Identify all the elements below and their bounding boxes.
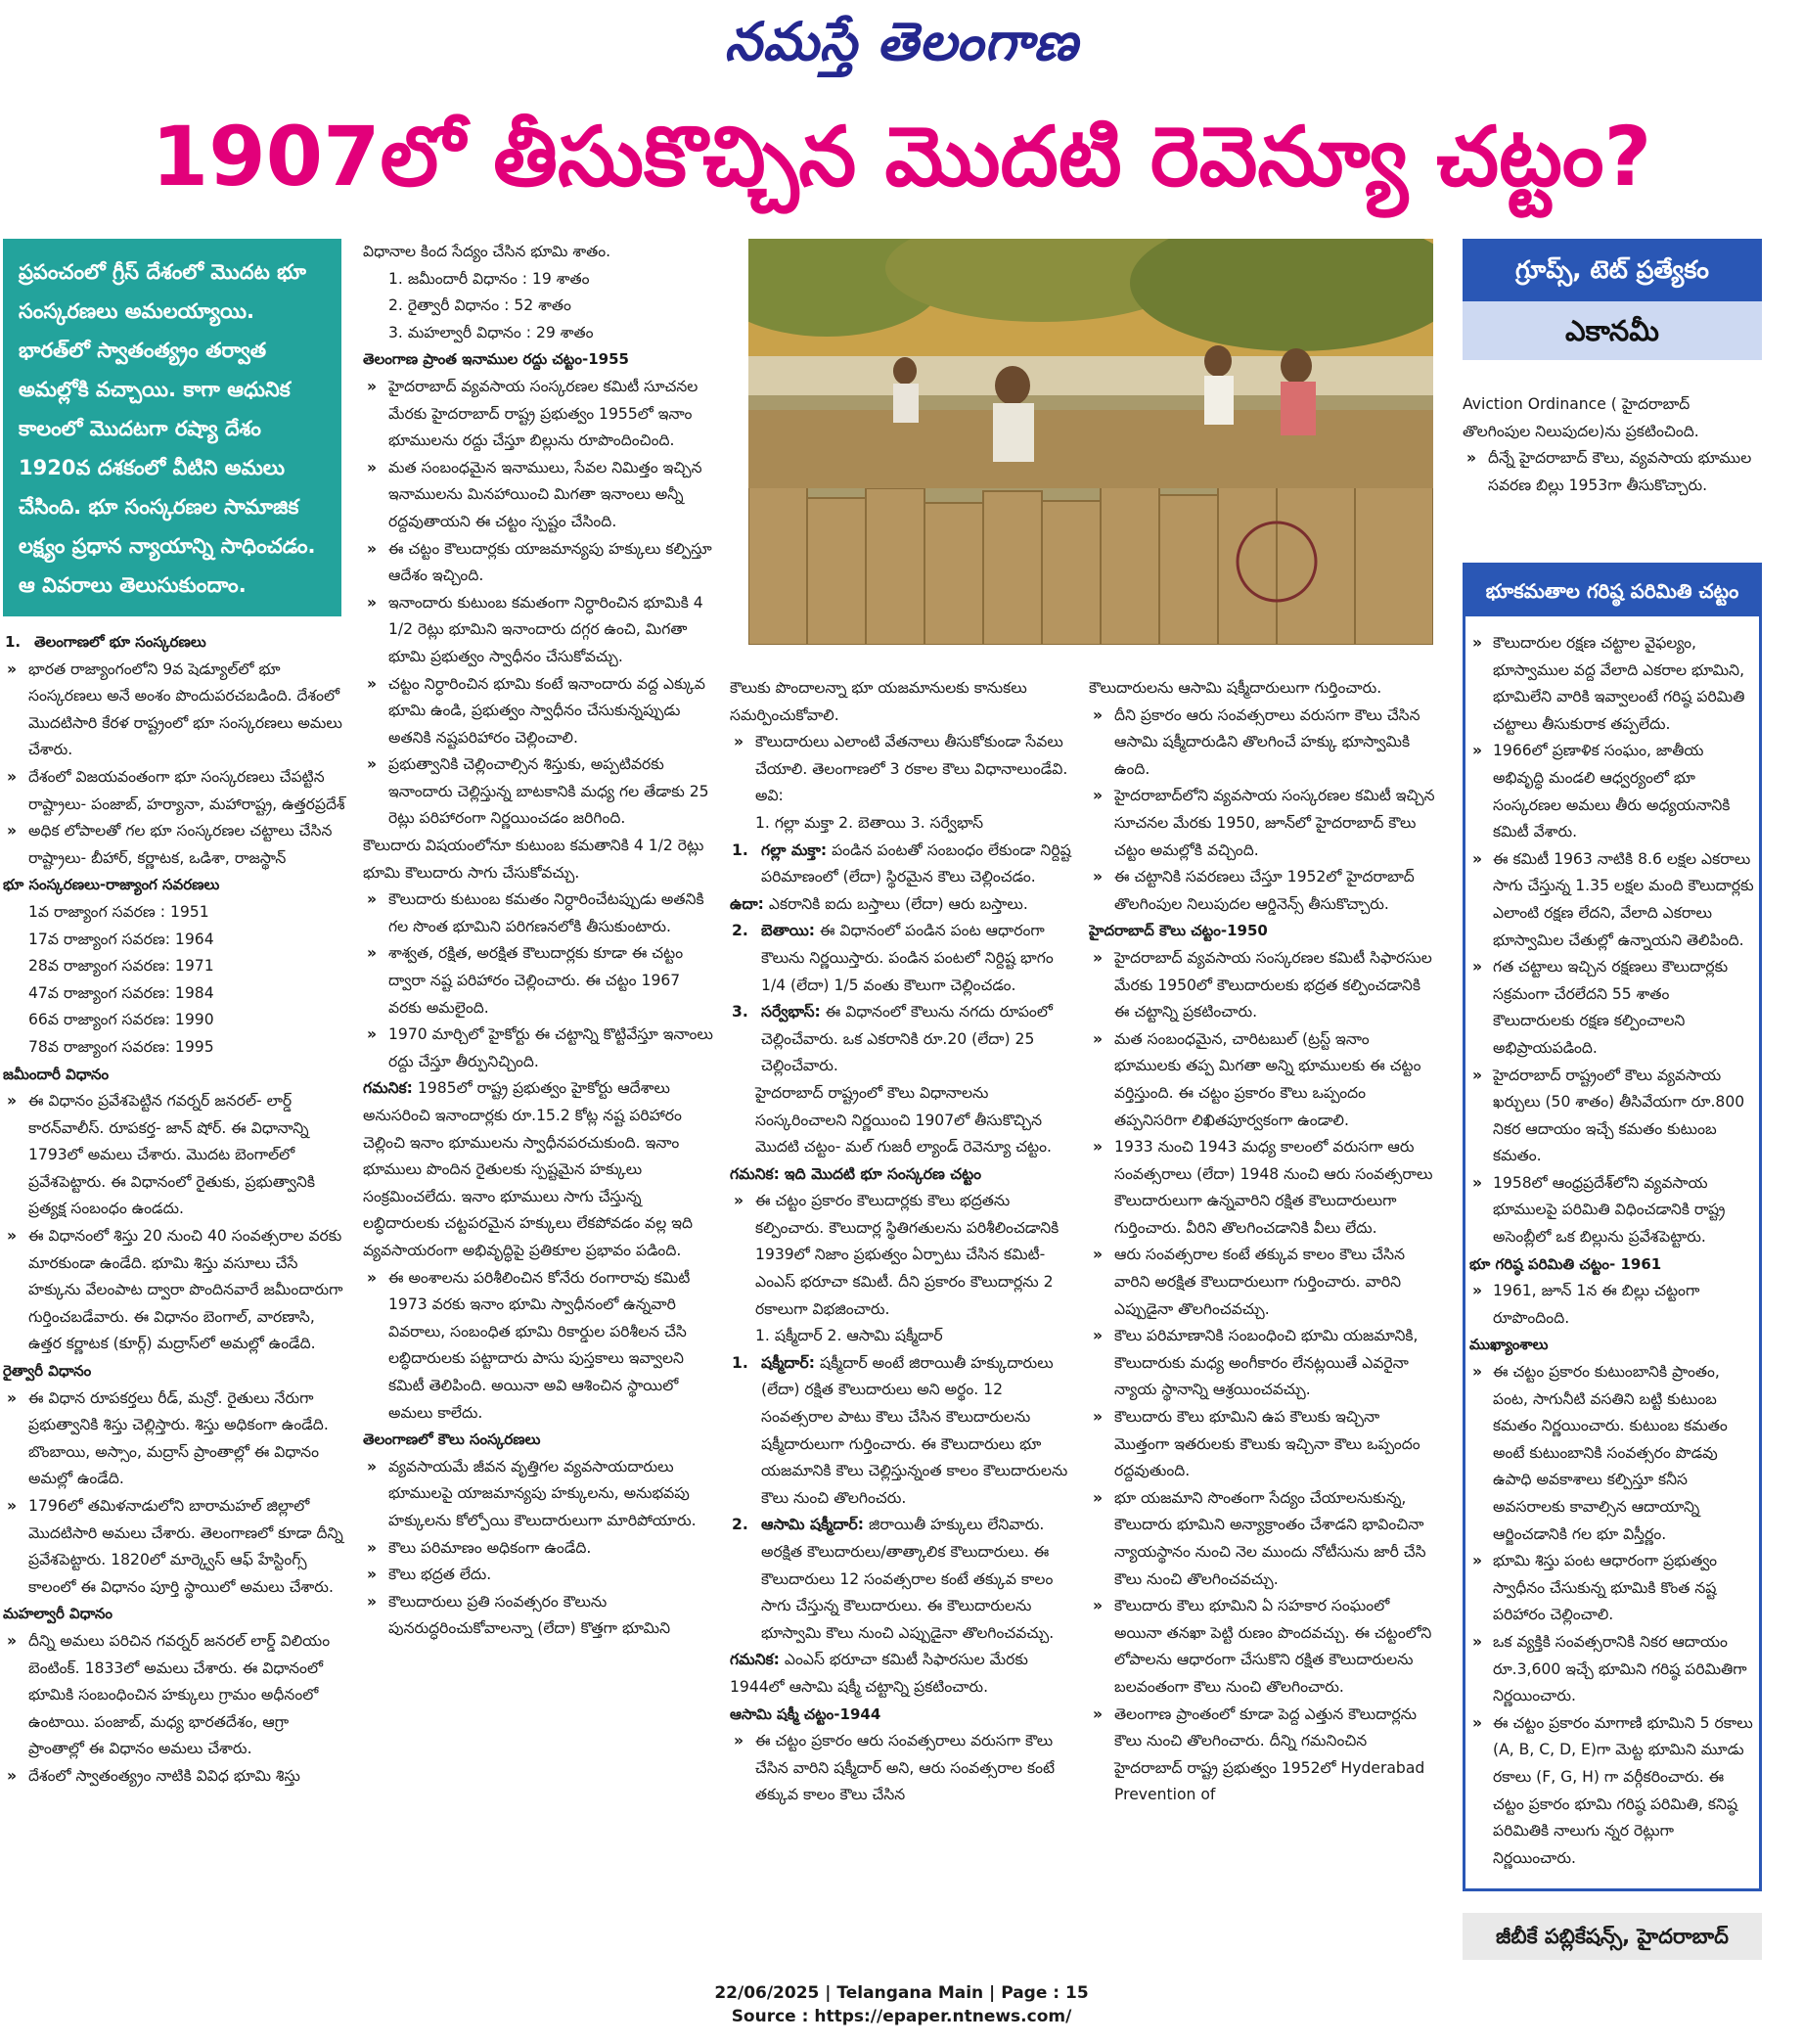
footer-date-page: 22/06/2025 | Telangana Main | Page : 15 <box>714 1983 1089 2003</box>
note: గమనిక: 1985లో రాష్ట్ర ప్రభుత్వం హైకోర్టు ఆదేశాలు అనుసరించి ఇనాందార్లకు రూ.15.2 కోట్ల నష్ట పరిహారం చెల్లించి ఇనాం భూములను స్వాధీనపరచుకుంది. ఇనాం భూములు పొందిన రైతులకు స్పష్టమైన హక్కులు సంక్రమించలేదు. ఇనాం భూములు సాగు చేస్తున్న లబ్ధిదారులకు చట్టపరమైన హక్కులు లేకపోవడం వల్ల ఇది వ్యవసాయరంగా అభివృద్ధిపై ప్రతికూల ప్రభావం పడింది. <box>363 1079 694 1259</box>
section-heading: తెలంగాణ ప్రాంత ఇనాముల రద్దు చట్టం-1955 <box>363 350 629 369</box>
list-item: 2. రైత్వారీ విధానం : 52 శాతం <box>388 296 571 315</box>
bullet: » దేశంలో విజయవంతంగా భూ సంస్కరణలు చేపట్టిన రాష్ట్రాలు- పంజాబ్, హర్యానా, మహారాష్ట్ర, ఉత్తరప్రదేశ్ <box>3 764 348 818</box>
bullet: » ఈ చట్టం కౌలుదార్లకు యాజమాన్యపు హక్కులు కల్పిస్తూ ఆదేశం ఇచ్చింది. <box>363 536 715 590</box>
amendment-item: 66వ రాజ్యాంగ సవరణ: 1990 <box>28 1011 214 1029</box>
subject-label: ఎకానమీ <box>1463 301 1762 360</box>
box-title: భూకమతాల గరిష్ఠ పరిమితి చట్టం <box>1465 566 1759 616</box>
ceiling-act-box <box>1463 563 1762 1891</box>
numbered-item: 1. షక్మీదార్: షక్మీదార్ అంటే జిరాయితీ హక్కుదారులు (లేదా) రక్షిత కౌలుదారులు అని అర్థం. 12 సంవత్సరాల పాటు కౌలు చేసిన కౌలుదారులను షక్మీదారులుగా గుర్తించారు. ఈ కౌలుదారులు భూ యజమానికి కౌలు చెల్లిస్తున్నంత కాలం కౌలుదారులను కౌలు నుంచి తొలగించరు. <box>732 1353 1068 1507</box>
numbered-item: 3. సర్వేభాస్: ఈ విధానంలో కౌలును నగదు రూపంలో చెల్లించేవారు. ఒక ఎకరానికి రూ.20 (లేదా) 25 చెల్లించేవారు. <box>732 1003 1053 1075</box>
amendment-item: 47వ రాజ్యాంగ సవరణ: 1984 <box>28 983 214 1002</box>
bullet: » 1966లో ప్రణాళిక సంఘం, జాతీయ అభివృద్ధి మండలి ఆధ్వర్యంలో భూ సంస్కరణల అమలు తీరు అధ్యయనానికి కమిటీ వేశారు. <box>1469 738 1755 845</box>
numbered-item: 1. గల్లా మక్తా: పండిన పంటతో సంబంధం లేకుండా నిర్దిష్ట పరిమాణంలో (లేదా) స్థిరమైన కౌలు చెల్లించడం. <box>732 840 1071 886</box>
footer-source-link[interactable]: Source : https://epaper.ntnews.com/ <box>731 2007 1072 2026</box>
sidebar-continuation <box>1463 391 1762 499</box>
bullet: » భూమి శిస్తు పంట ఆధారంగా ప్రభుత్వం స్వాధీనం చేసుకున్న భూమికి కొంత నష్ట పరిహారం చెల్లించాలి. <box>1469 1548 1755 1629</box>
bullet: » ఈ చట్టం ప్రకారం మాగాణి భూమిని 5 రకాలు (A, B, C, D, E)గా మెట్ట భూమిని మూడు రకాలు (F, G, H) గా వర్గీకరించారు. ఈ చట్టం ప్రకారం భూమి గరిష్ఠ పరిమితి, కనిష్ఠ పరిమితికి నాలుగు న్నర రెట్లుగా నిర్ణయించారు. <box>1469 1710 1755 1873</box>
box-body <box>1465 616 1759 1888</box>
bullet: » ఈ చట్టం ప్రకారం ఆరు సంవత్సరాలు వరుసగా కౌలు చేసిన వారిని షక్మీదార్ అని, ఆరు సంవత్సరాల కంటే తక్కువ కాలం కౌలు చేసిన <box>730 1728 1074 1809</box>
bullet: » ఈ విధానంలో శిస్తు 20 నుంచి 40 సంవత్సరాల వరకు మారకుండా ఉండేది. భూమి శిస్తు వసూలు చేసే హక్కును వేలంపాట ద్వారా పొందినవారే జమీందారుగా గుర్తించబడేవారు. ఈ విధానం బెంగాల్, వారణాసి, ఉత్తర కర్ణాటక (కూర్గ్) మద్రాస్‌లో అమల్లో ఉండేది. <box>3 1223 348 1358</box>
paragraph: హైదరాబాద్ రాష్ట్రంలో కౌలు విధానాలను సంస్కరించాలని నిర్ణయించి 1907లో తీసుకొచ్చిన మొదటి చట్టం- మల్ గుజరీ ల్యాండ్ రెవెన్యూ చట్టం. <box>755 1083 1052 1157</box>
paragraph: కౌలుదారు విషయంలోనూ కుటుంబ కమతానికి 4 1/2 రెట్లు భూమి కౌలుదారు సాగు చేసుకోవచ్చు. <box>363 837 704 882</box>
bullet: » ఈ విధాన రూపకర్తలు రీడ్, మన్రో. రైతులు నేరుగా ప్రభుత్వానికి శిస్తు చెల్లిస్తారు. శిస్తు అధికంగా ఉండేది. బొంబాయి, అస్సాం, మద్రాస్ ప్రాంతాల్లో ఈ విధానం అమల్లో ఉండేది. <box>3 1385 348 1493</box>
article-photo <box>748 239 1433 645</box>
bullet: » శాశ్వత, రక్షిత, అరక్షిత కౌలుదార్లకు కూడా ఈ చట్టం ద్వారా నష్ట పరిహారం చెల్లించారు. ఈ చట్టం 1967 వరకు అమలైంది. <box>363 940 715 1022</box>
bullet: » ఈ విధానం ప్రవేశపెట్టిన గవర్నర్ జనరల్- లార్డ్ కారన్‌వాలీస్. రూపకర్త- జాన్ షోర్. ఈ విధానాన్ని 1793లో అమలు చేశారు. మొదట బెంగాల్‌లో ప్రవేశపెట్టారు. ఈ విధానంలో రైతుకు, ప్రభుత్వానికి ప్రత్యక్ష సంబంధం ఉండదు. <box>3 1088 348 1223</box>
bullet: » కౌలు పరిమాణానికి సంబంధించి భూమి యజమానికి, కౌలుదారుకు మధ్య అంగీకారం లేనట్లయితే ఎవరైనా న్యాయ స్థానాన్ని ఆశ్రయించవచ్చు. <box>1089 1323 1437 1404</box>
bullet: » దీన్నే హైదరాబాద్ కౌలు, వ్యవసాయ భూముల సవరణ బిల్లు 1953గా తీసుకొచ్చారు. <box>1463 445 1762 499</box>
numbered-item: 2. బెతాయి: ఈ విధానంలో పండిన పంట ఆధారంగా కౌలును నిర్ణయిస్తారు. పండిన పంటలో నిర్దిష్ట భాగం 1/4 (లేదా) 1/5 వంతు కౌలుగా చెల్లించడం. <box>732 922 1054 994</box>
section-heading: ఆసామి షక్మీ చట్టం-1944 <box>730 1704 881 1723</box>
bullet: » దేశంలో స్వాతంత్య్రం నాటికి వివిధ భూమి శిస్తు <box>3 1763 348 1791</box>
bullet: » కౌలుదారు కౌలు భూమిని ఉప కౌలుకు ఇచ్చినా మొత్తంగా ఇతరులకు కౌలుకు ఇచ్చినా కౌలు ఒప్పందం రద్దవుతుంది. <box>1089 1404 1437 1485</box>
bullet: » ఈ చట్టానికి సవరణలు చేస్తూ 1952లో హైదరాబాద్ తొలగింపుల నిలుపుదల ఆర్డినెన్స్ తీసుకొచ్చారు. <box>1089 864 1437 918</box>
bullet: » 1796లో తమిళనాడులోని బారామహల్ జిల్లాలో మొదటిసారి అమలు చేశారు. తెలంగాణలో కూడా దీన్ని ప్రవేశపెట్టారు. 1820లో మార్క్వెస్ ఆఫ్ హేస్టింగ్స్ కాలంలో ఈ విధానం పూర్తి స్థాయిలో అమలు చేశారు. <box>3 1493 348 1601</box>
amendment-item: 17వ రాజ్యాంగ సవరణ: 1964 <box>28 930 214 948</box>
paragraph: కౌలుకు పొందాలన్నా భూ యజమానులకు కానుకలు సమర్పించుకోవాలి. <box>730 679 1027 724</box>
list-item: 3. మహల్వారీ విధానం : 29 శాతం <box>388 323 594 341</box>
publisher-credit: జీబీకే పబ్లికేషన్స్, హైదరాబాద్ <box>1463 1913 1762 1960</box>
headline: 1907లో తీసుకొచ్చిన మొదటి రెవెన్యూ చట్టం? <box>151 109 1652 204</box>
note: గమనిక: ఎంఎస్ భరూచా కమిటీ సిఫారసుల మేరకు 1944లో ఆసామి షక్మీ చట్టాన్ని ప్రకటించారు. <box>730 1651 1028 1696</box>
bullet: » దీని ప్రకారం ఆరు సంవత్సరాలు వరుసగా కౌలు చేసిన ఆసామి షక్మీదారుడిని తొలగించే హక్కు భూస్వామికి ఉంది. <box>1089 703 1437 784</box>
bullet: » హైదరాబాద్ రాష్ట్రంలో కౌలు వ్యవసాయ ఖర్చులు (50 శాతం) తీసివేయగా రూ.800 నికర ఆదాయం ఇచ్చే కమతం కుటుంబ కమతం. <box>1469 1063 1755 1170</box>
masthead-logo: నమస్తే తెలంగాణ <box>724 10 1079 72</box>
bullet: » వ్యవసాయమే జీవన వృత్తిగల వ్యవసాయదారులు భూములపై యాజమాన్యపు హక్కులను, అనుభవపు హక్కులను కోల్పోయి కౌలుదారులుగా మారిపోయారు. <box>363 1454 715 1535</box>
bullet: » కౌలుదారు కౌలు భూమిని ఏ సహకార సంఘంలో అయినా తనఖా పెట్టి రుణం పొందవచ్చు. ఈ చట్టంలోని లోపాలను ఆధారంగా చేసుకొని రక్షిత కౌలుదారులను బలవంతంగా కౌలు నుంచి తొలగించారు. <box>1089 1593 1437 1701</box>
column-2 <box>363 239 715 1962</box>
column-1 <box>3 629 348 1962</box>
paragraph: Aviction Ordinance ( హైదరాబాద్ తొలగింపుల నిలుపుదల)ను ప్రకటించింది. <box>1463 395 1699 440</box>
amendment-item: 78వ రాజ్యాంగ సవరణ: 1995 <box>28 1037 214 1056</box>
bullet: » ఈ చట్టం ప్రకారం కౌలుదార్లకు కౌలు భద్రతను కల్పించారు. కౌలుదార్ల స్థితిగతులను పరిశీలించడానికి 1939లో నిజాం ప్రభుత్వం ఏర్పాటు చేసిన కమిటీ- ఎంఎస్ భరూచా కమిటీ. దీని ప్రకారం కౌలుదార్లను 2 రకాలుగా విభజించారు. <box>730 1188 1074 1323</box>
bullet: » మత సంబంధమైన ఇనాములు, సేవల నిమిత్తం ఇచ్చిన ఇనాములను మినహాయించి మిగతా ఇనాంలు అన్నీ రద్దవుతాయని ఈ చట్టం స్పష్టం చేసింది. <box>363 455 715 536</box>
section-heading: 1. తెలంగాణలో భూ సంస్కరణలు <box>5 633 206 651</box>
bullet: » కౌలుదారు కుటుంబ కమతం నిర్ధారించేటప్పుడు అతనికి గల సొంత భూమిని పరిగణనలోకి తీసుకుంటారు. <box>363 886 715 940</box>
bullet: » గత చట్టాలు ఇచ్చిన రక్షణలు కౌలుదార్లకు సక్రమంగా చేరలేదని 55 శాతం కౌలుదారులకు రక్షణ కల్పించాలని అభిప్రాయపడింది. <box>1469 954 1755 1062</box>
bullet: » ఇనాందారు కుటుంబ కమతంగా నిర్ధారించిన భూమికి 4 1/2 రెట్లు భూమిని ఇనాందారు దగ్గర ఉంచి, మిగతా భూమి ప్రభుత్వం స్వాధీనం చేసుకోవచ్చు. <box>363 590 715 671</box>
bullet: » కౌలు భద్రత లేదు. <box>363 1562 715 1589</box>
section-heading: మహల్వారీ విధానం <box>3 1605 113 1623</box>
page-footer <box>0 1981 1803 2028</box>
bullet: » ఈ కమిటీ 1963 నాటికి 8.6 లక్షల ఎకరాలు సాగు చేస్తున్న 1.35 లక్షల మంది కౌలుదార్లకు ఎలాంటి రక్షణ లేదని, వేలాది ఎకరాలు భూస్వామిల చేతుల్లో ఉన్నాయని తెలిపింది. <box>1469 846 1755 954</box>
bullet: » తెలంగాణ ప్రాంతంలో కూడా పెద్ద ఎత్తున కౌలుదార్లను కౌలు నుంచి తొలగించారు. దీన్ని గమనించిన హైదరాబాద్ రాష్ట్ర ప్రభుత్వం 1952లో Hyderabad Prevention of <box>1089 1702 1437 1809</box>
numbered-item: 2. ఆసామి షక్మీదార్: జిరాయితీ హక్కులు లేనివారు. అరక్షిత కౌలుదారులు/తాత్కాలిక కౌలుదారులు. ఈ కౌలుదారులు 12 సంవత్సరాల కంటే తక్కువ కాలం సాగు చేస్తున్న కౌలుదారులు. ఈ కౌలుదారులను భూస్వామి కౌలు నుంచి ఎప్పుడైనా తొలగించవచ్చు. <box>732 1516 1055 1642</box>
bullet: » మత సంబంధమైన, చారిటబుల్ (ట్రస్ట్ ఇనాం భూములకు తప్ప మిగతా అన్ని భూములకు ఈ చట్టం వర్తిస్తుంది. ఈ చట్టం ప్రకారం కౌలు ఒప్పందం తప్పనిసరిగా లిఖితపూర్వకంగా ఉండాలి. <box>1089 1026 1437 1134</box>
bullet: » ఈ చట్టం ప్రకారం కుటుంబానికి ప్రాంతం, పంట, సాగునీటి వసతిని బట్టి కుటుంబ కమతం నిర్ణయించారు. కుటుంబ కమతం అంటే కుటుంబానికి సంవత్సరం పొడవు ఉపాధి అవకాశాలు కల్పిస్తూ కనీస అవసరాలకు కావాల్సిన ఆదాయాన్ని ఆర్జించడానికి గల భూ విస్తీర్ణం. <box>1469 1359 1755 1548</box>
bullet: » కౌలు పరిమాణం అధికంగా ఉండేది. <box>363 1535 715 1563</box>
amendment-item: 1వ రాజ్యాంగ సవరణ : 1951 <box>28 902 209 921</box>
bullet: » చట్టం నిర్ధారించిన భూమి కంటే ఇనాందారు వద్ద ఎక్కువ భూమి ఉండి, ప్రభుత్వం స్వాధీనం చేసుకున్నప్పుడు అతనికి నష్టపరిహారం చెల్లించాలి. <box>363 671 715 752</box>
bullet: » 1961, జూన్ 1న ఈ బిల్లు చట్టంగా రూపొందింది. <box>1469 1278 1755 1332</box>
bullet: » 1970 మార్చిలో హైకోర్టు ఈ చట్టాన్ని కొట్టివేస్తూ ఇనాంలు రద్దు చేస్తూ తీర్పునిచ్చింది. <box>363 1022 715 1075</box>
bullet: » కౌలుదారులు ప్రతి సంవత్సరం కౌలును పునరుద్ధరించుకోవాలన్నా (లేదా) కొత్తగా భూమిని <box>363 1589 715 1643</box>
bullet: » ప్రభుత్వానికి చెల్లించాల్సిన శిస్తుకు, అప్పటివరకు ఇనాందారు చెల్లిస్తున్న బాటకానికి మధ్య గల తేడాకు 25 రెట్లు పరిహారంగా నిర్ణయించడం జరిగింది. <box>363 751 715 833</box>
section-heading: ముఖ్యాంశాలు <box>1469 1336 1549 1354</box>
bullet: » హైదరాబాద్ వ్యవసాయ సంస్కరణల కమిటీ సిఫారసుల మేరకు 1950లో కౌలుదారులకు భద్రత కల్పించడానికి ఈ చట్టాన్ని ప్రకటించారు. <box>1089 945 1437 1026</box>
paragraph: కౌలుదారులను ఆసామి షక్మీదారులుగా గుర్తించారు. <box>1089 679 1382 697</box>
section-heading: హైదరాబాద్ కౌలు చట్టం-1950 <box>1089 922 1268 940</box>
section-heading: భూ గరిష్ఠ పరిమితి చట్టం- 1961 <box>1469 1254 1662 1273</box>
bullet: » 1958లో ఆంధ్రప్రదేశ్‌లోని వ్యవసాయ భూములపై పరిమితి విధించడానికి రాష్ట్ర అసెంబ్లీలో ఒక బిల్లును ప్రవేశపెట్టారు. <box>1469 1170 1755 1251</box>
list-item: 1. జమీందారీ విధానం : 19 శాతం <box>388 269 590 288</box>
section-heading: తెలంగాణలో కౌలు సంస్కరణలు <box>363 1431 541 1449</box>
paragraph: విధానాల కింద సేద్యం చేసిన భూమి శాతం. <box>363 243 611 260</box>
note: గమనిక: ఇది మొదటి భూ సంస్కరణ చట్టం <box>730 1164 982 1183</box>
groups-tet-tag: గ్రూప్స్, టెట్ ప్రత్యేకం <box>1463 239 1762 301</box>
intro-text: ప్రపంచంలో గ్రీస్ దేశంలో మొదట భూ సంస్కరణలు అమలయ్యాయి. భారత్‌లో స్వాతంత్య్రం తర్వాత అమల్లోకి వచ్చాయి. కాగా ఆధునిక కాలంలో మొదటగా రష్యా దేశం 1920వ దశకంలో వీటిని అమలు చేసింది. భూ సంస్కరణల సామాజిక లక్ష్యం ప్రధాన న్యాయాన్ని సాధించడం. ఆ వివరాలు తెలుసుకుందాం. <box>19 260 316 597</box>
bullet: » ఆరు సంవత్సరాల కంటే తక్కువ కాలం కౌలు చేసిన వారిని అరక్షిత కౌలుదారులుగా గుర్తించారు. వారిని ఎప్పుడైనా తొలగించవచ్చు. <box>1089 1242 1437 1323</box>
section-heading: భూ సంస్కరణలు-రాజ్యాంగ సవరణలు <box>3 876 220 894</box>
bullet: » హైదరాబాద్ వ్యవసాయ సంస్కరణల కమిటీ సూచనల మేరకు హైదరాబాద్ రాష్ట్ర ప్రభుత్వం 1955లో ఇనాం భూములను రద్దు చేస్తూ బిల్లును రూపొందించింది. <box>363 374 715 455</box>
bullet: » అధిక లోపాలతో గల భూ సంస్కరణల చట్టాలు చేసిన రాష్ట్రాలు- బీహార్, కర్ణాటక, ఒడిశా, రాజస్థాన్ <box>3 818 348 872</box>
bullet: » కౌలుదారుల రక్షణ చట్టాల వైఫల్యం, భూస్వాముల వద్ద వేలాది ఎకరాల భూమిని, భూమిలేని వారికి ఇవ్వాలంటే గరిష్ఠ పరిమితి చట్టాలు తీసుకురాక తప్పలేదు. <box>1469 630 1755 738</box>
bullet: » ఒక వ్యక్తికి సంవత్సరానికి నికర ఆదాయం రూ.3,600 ఇచ్చే భూమిని గరిష్ఠ పరిమితిగా నిర్ణయించారు. <box>1469 1629 1755 1710</box>
bullet: » 1933 నుంచి 1943 మధ్య కాలంలో వరుసగా ఆరు సంవత్సరాలు (లేదా) 1948 నుంచి ఆరు సంవత్సరాలు కౌలుదారులుగా ఉన్నవారిని రక్షిత కౌలుదారులుగా గుర్తించారు. వీరిని తొలగించడానికి వీలు లేదు. <box>1089 1134 1437 1242</box>
section-heading: రైత్వారీ విధానం <box>3 1362 92 1381</box>
bullet: » దీన్ని అమలు పరిచిన గవర్నర్ జనరల్ లార్డ్ విలియం బెంటింక్. 1833లో అమలు చేశారు. ఈ విధానంలో భూమికి సంబంధించిన హక్కులు గ్రామం అధీనంలో ఉంటాయి. పంజాబ్, మధ్య భారతదేశం, ఆగ్రా ప్రాంతాల్లో ఈ విధానం అమలు చేశారు. <box>3 1628 348 1763</box>
bullet: » కౌలుదారులు ఎలాంటి వేతనాలు తీసుకోకుండా సేవలు చేయాలి. తెలంగాణలో 3 రకాల కౌలు విధానాలుండేవి. అవి: <box>730 729 1074 810</box>
column-4 <box>1089 675 1437 1962</box>
bullet: » భూ యజమాని సొంతంగా సేద్యం చేయాలనుకున్న, కౌలుదారు భూమిని అన్యాక్రాంతం చేశాడని భావించినా న్యాయస్థానం నుంచి నెల ముందు నోటీసును జారీ చేసి కౌలు నుంచి తొలగించవచ్చు. <box>1089 1485 1437 1593</box>
bullet: » ఈ అంశాలను పరిశీలించిన కోనేరు రంగారావు కమిటీ 1973 వరకు ఇనాం భూమి స్వాధీనంలో ఉన్నవారి వివరాలు, సంబంధిత భూమి రికార్డుల పరిశీలన చేసి లబ్ధిదారులకు పట్టాదారు పాసు పుస్తకాలు ఇవ్వాలని కమిటీ తెలిపింది. అయినా అవి ఆశించిన స్థాయిలో అమలు కాలేదు. <box>363 1265 715 1428</box>
example: ఉదా: ఎకరానికి ఐదు బస్తాలు (లేదా) ఆరు బస్తాలు. <box>730 894 1028 913</box>
list-item: 1. గల్లా మక్తా 2. బెతాయి 3. సర్వేభాస్ <box>755 813 984 832</box>
list-item: 1. షక్మీదార్ 2. ఆసామి షక్మీదార్ <box>755 1327 943 1345</box>
column-3 <box>730 675 1074 1962</box>
bullet: » హైదరాబాద్‌లోని వ్యవసాయ సంస్కరణల కమిటీ ఇచ్చిన సూచనల మేరకు 1950, జూన్‌లో హైదరాబాద్ కౌలు చట్టం అమల్లోకి వచ్చింది. <box>1089 783 1437 864</box>
amendment-item: 28వ రాజ్యాంగ సవరణ: 1971 <box>28 957 214 976</box>
intro-box <box>3 239 341 616</box>
sidebar-tag-block <box>1463 239 1762 360</box>
bullet: » భారత రాజ్యాంగంలోని 9వ షెడ్యూల్‌లో భూ సంస్కరణలు అనే అంశం పొందుపరచబడింది. దేశంలో మొదటిసారి కేరళ రాష్ట్రంలో భూ సంస్కరణలు అమలు చేశారు. <box>3 657 348 764</box>
section-heading: జమీందారీ విధానం <box>3 1065 110 1083</box>
